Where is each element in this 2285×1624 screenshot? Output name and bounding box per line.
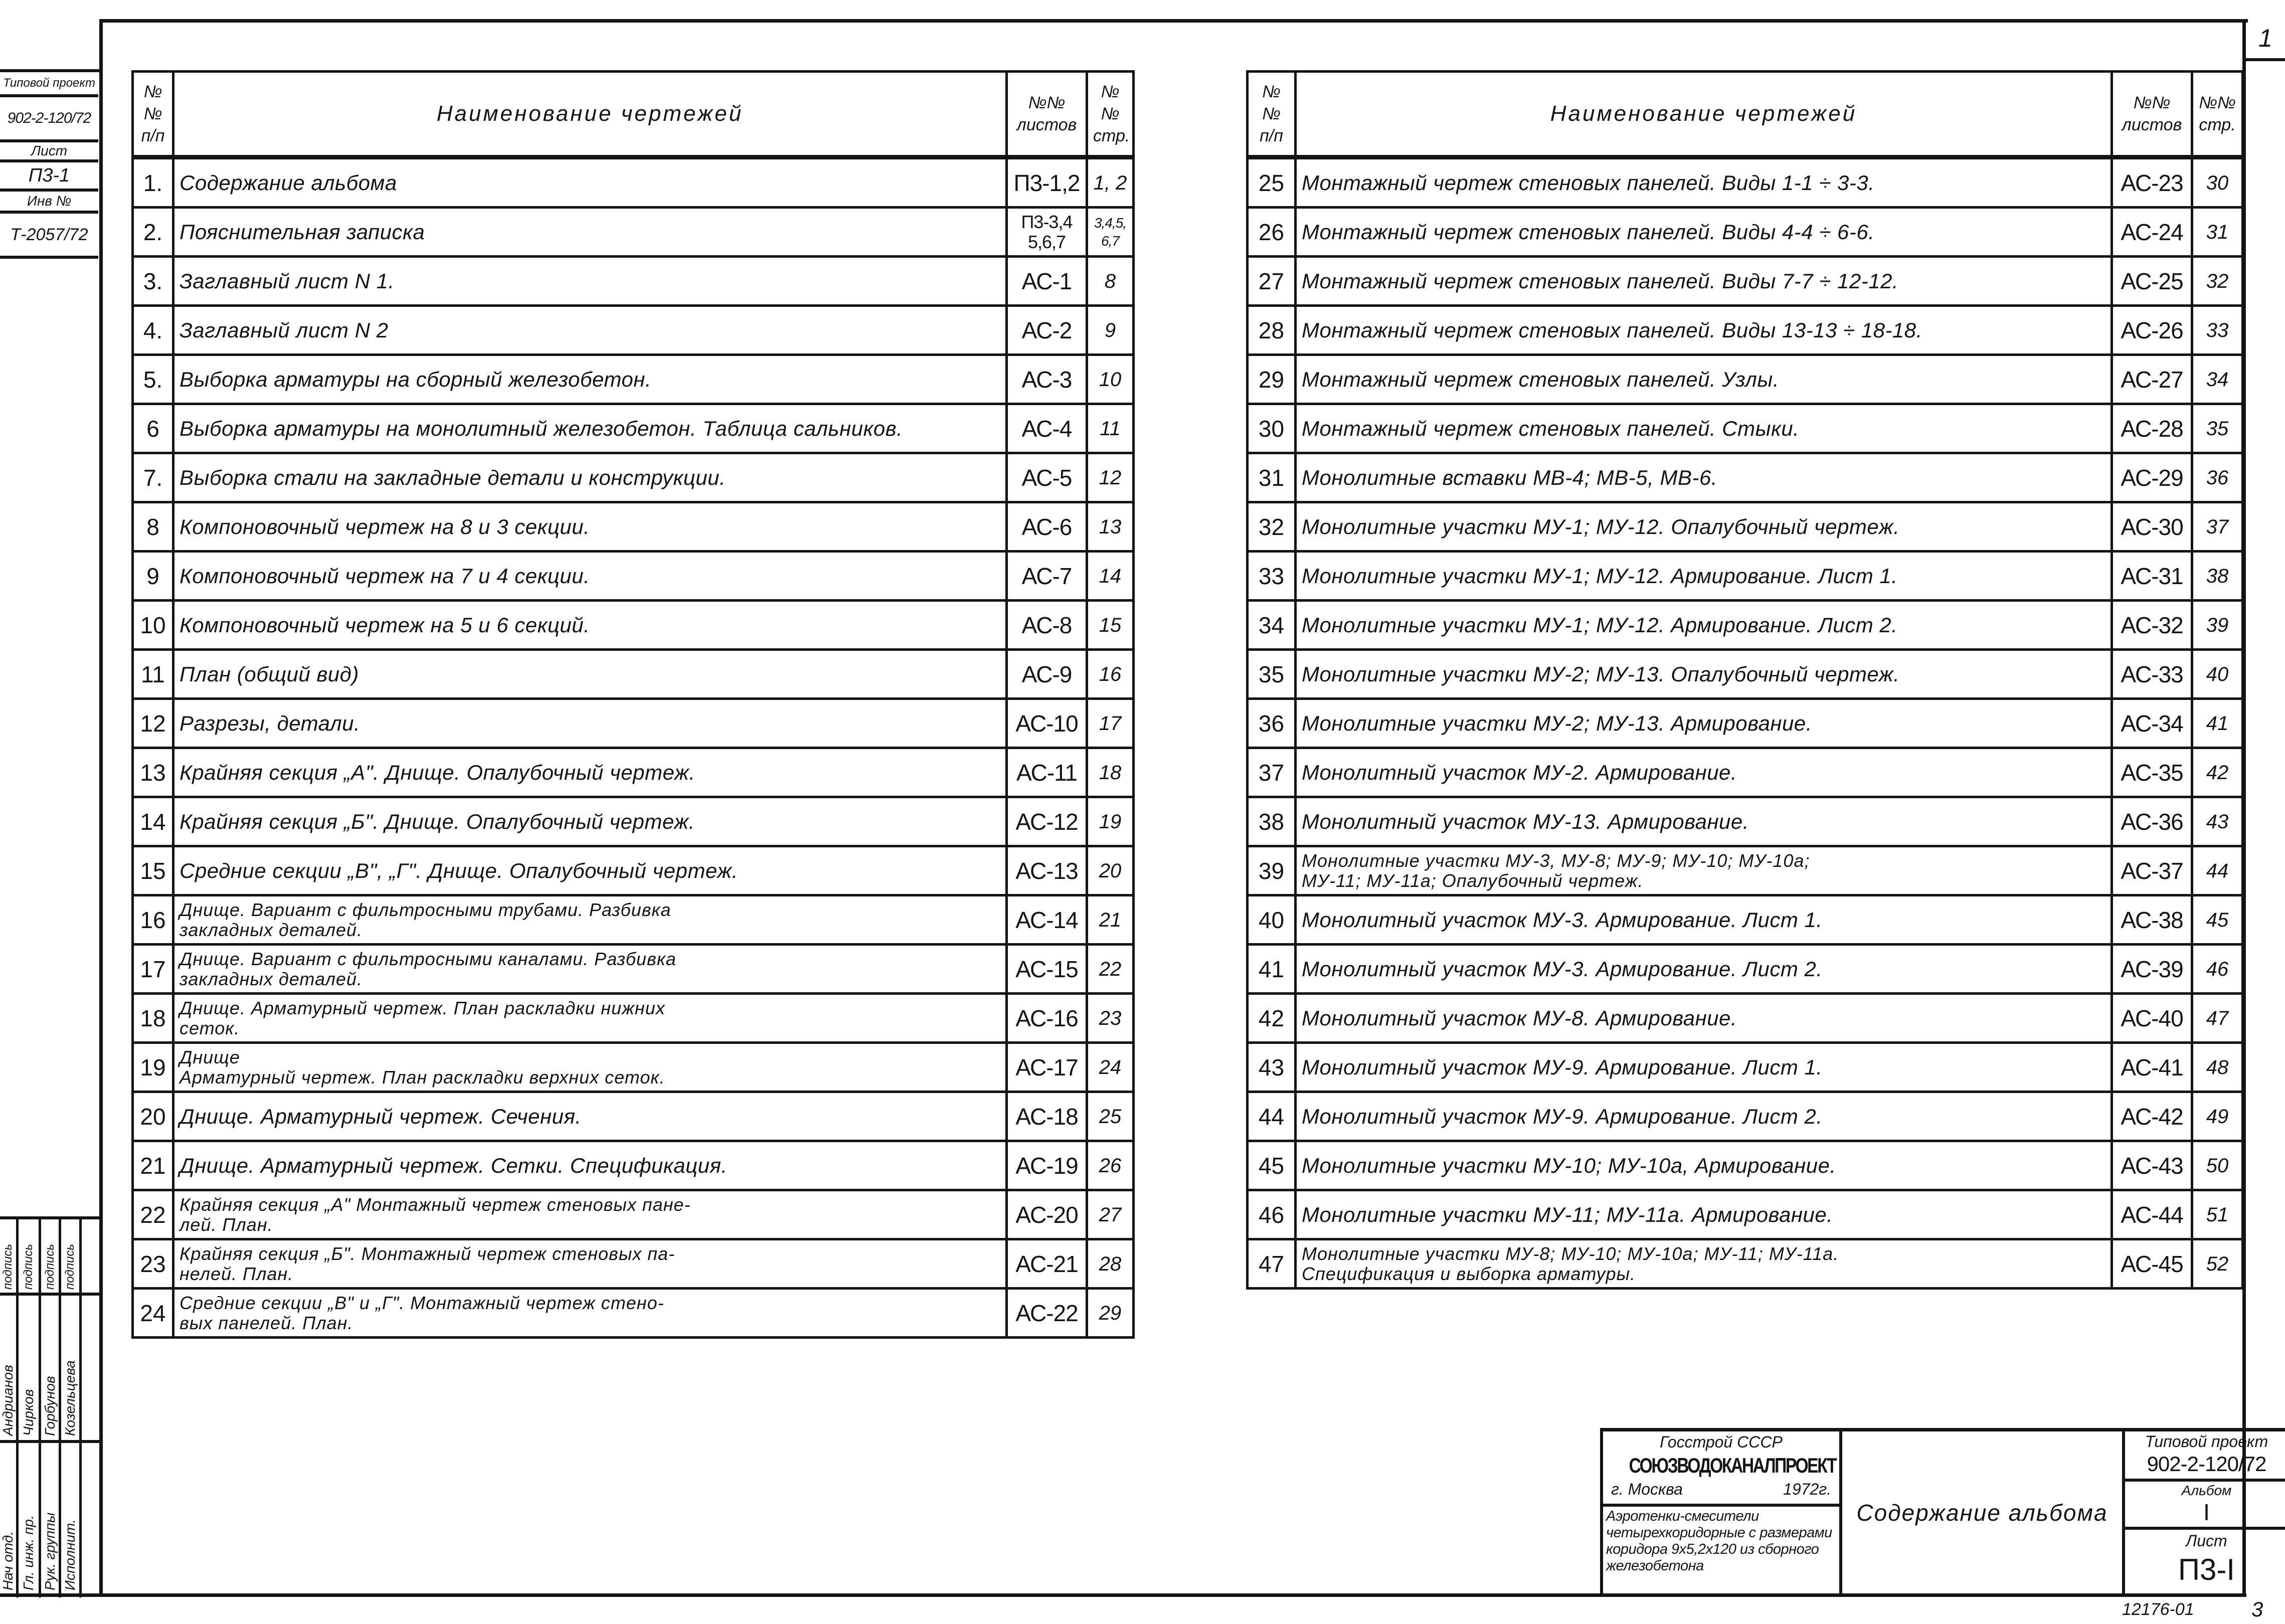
page-number-cell: 14 bbox=[1087, 552, 1134, 601]
table-row bbox=[133, 748, 1134, 797]
org-name: СОЮЗВОДОКАНАЛПРОЕКТ bbox=[1629, 1454, 1836, 1477]
row-number: 34 bbox=[1248, 601, 1296, 650]
sheet-number: АС-33 bbox=[2112, 650, 2192, 699]
row-number: 2. bbox=[133, 208, 173, 257]
page-number-cell: 29 bbox=[1087, 1289, 1134, 1338]
row-number: 18 bbox=[133, 994, 173, 1043]
table-row bbox=[1248, 502, 2243, 552]
drawing-name: Монолитные участки МУ-1; МУ-12. Армирование. Лист 2. bbox=[1296, 601, 2112, 650]
page-number-cell: 50 bbox=[2192, 1141, 2243, 1190]
sheet-number: АС-7 bbox=[1007, 552, 1087, 601]
drawing-name: Днище. Арматурный чертеж. Сечения. bbox=[173, 1092, 1007, 1141]
table-row bbox=[133, 157, 1134, 208]
drawing-name: План (общий вид) bbox=[173, 650, 1007, 699]
album-label: Альбом bbox=[2181, 1483, 2232, 1498]
stamp-project-label: Типовой проект bbox=[0, 72, 98, 97]
table-row bbox=[1248, 306, 2243, 355]
page-number-cell: 45 bbox=[2192, 895, 2243, 945]
row-number: 38 bbox=[1248, 797, 1296, 846]
row-number: 23 bbox=[133, 1239, 173, 1289]
drawing-name: Монолитные вставки МВ-4; МВ-5, МВ-6. bbox=[1296, 453, 2112, 502]
header-name: Наименование чертежей bbox=[173, 72, 1007, 157]
signer-role: Гл. инж. пр. bbox=[21, 1515, 36, 1590]
sheet-number: АС-22 bbox=[1007, 1289, 1087, 1338]
row-number: 5. bbox=[133, 355, 173, 404]
table-row bbox=[1248, 404, 2243, 453]
drawing-name: Разрезы, детали. bbox=[173, 699, 1007, 748]
table-row bbox=[133, 650, 1134, 699]
drawing-name: Монтажный чертеж стеновых панелей. Стыки. bbox=[1296, 404, 2112, 453]
drawing-name: Крайняя секция „Б". Монтажный чертеж стеновых па- нелей. План. bbox=[173, 1239, 1007, 1289]
sheet-title: Содержание альбома bbox=[1842, 1431, 2125, 1594]
sheet-number: АС-2 bbox=[1007, 306, 1087, 355]
sheet-number: АС-31 bbox=[2112, 552, 2192, 601]
page-number-cell: 38 bbox=[2192, 552, 2243, 601]
header-num: №№ п/п bbox=[1248, 72, 1296, 157]
page-number-cell: 35 bbox=[2192, 404, 2243, 453]
row-number: 43 bbox=[1248, 1043, 1296, 1092]
page-number-cell: 33 bbox=[2192, 306, 2243, 355]
drawing-name: Монолитный участок МУ-3. Армирование. Лист 1. bbox=[1296, 895, 2112, 945]
signature-divider bbox=[79, 1219, 82, 1597]
sheet-number: АС-45 bbox=[2112, 1239, 2192, 1289]
table-row bbox=[133, 846, 1134, 895]
stamp-project-number: 902-2-120/72 bbox=[0, 97, 98, 142]
row-number: 11 bbox=[133, 650, 173, 699]
row-number: 30 bbox=[1248, 404, 1296, 453]
sheet-number: АС-1 bbox=[1007, 257, 1087, 306]
sheet-label: Лист bbox=[2186, 1532, 2227, 1550]
row-number: 31 bbox=[1248, 453, 1296, 502]
table-row bbox=[133, 1239, 1134, 1289]
row-number: 24 bbox=[133, 1289, 173, 1338]
row-number: 9 bbox=[133, 552, 173, 601]
table-row bbox=[133, 797, 1134, 846]
drawing-name: Средние секции „В" и „Г". Монтажный чертеж стено- вых панелей. План. bbox=[173, 1289, 1007, 1338]
contents-table-left bbox=[131, 70, 1135, 1339]
drawing-name: Монолитные участки МУ-1; МУ-12. Армирование. Лист 1. bbox=[1296, 552, 2112, 601]
row-number: 19 bbox=[133, 1043, 173, 1092]
header-pages: №№ стр. bbox=[2192, 72, 2243, 157]
page-number-cell: 39 bbox=[2192, 601, 2243, 650]
sheet-number: АС-35 bbox=[2112, 748, 2192, 797]
page-number-cell: 49 bbox=[2192, 1092, 2243, 1141]
drawing-name: Днище. Арматурный чертеж. Сетки. Спецификация. bbox=[173, 1141, 1007, 1190]
row-number: 32 bbox=[1248, 502, 1296, 552]
table-row bbox=[133, 1190, 1134, 1239]
frame-top-line bbox=[102, 19, 2248, 23]
title-block-album bbox=[2125, 1482, 2285, 1530]
row-number: 1. bbox=[133, 157, 173, 208]
stamp-sheet-label: Лист bbox=[0, 142, 98, 162]
stamp-inv-label: Инв № bbox=[0, 192, 98, 214]
object-description: Аэротенки-смесители четырехкоридорные с размерами коридора 9х5,2х120 из сборного железобетона bbox=[1603, 1507, 1842, 1594]
page-number-cell: 46 bbox=[2192, 945, 2243, 994]
drawing-name: Монтажный чертеж стеновых панелей. Виды 13-13 ÷ 18-18. bbox=[1296, 306, 2112, 355]
page-number-cell: 42 bbox=[2192, 748, 2243, 797]
sheet-corner-number-box bbox=[2246, 19, 2285, 61]
table-row bbox=[133, 355, 1134, 404]
page-number-cell: 30 bbox=[2192, 157, 2243, 208]
sheet-number: АС-3 bbox=[1007, 355, 1087, 404]
row-number: 22 bbox=[133, 1190, 173, 1239]
page-number-cell: 43 bbox=[2192, 797, 2243, 846]
page-number-cell: 16 bbox=[1087, 650, 1134, 699]
sheet-number: АС-42 bbox=[2112, 1092, 2192, 1141]
row-number: 46 bbox=[1248, 1190, 1296, 1239]
sheet-value: П3-I bbox=[2178, 1553, 2235, 1586]
page-number-cell: 47 bbox=[2192, 994, 2243, 1043]
title-block-org bbox=[1603, 1431, 1842, 1507]
table-row bbox=[1248, 895, 2243, 945]
page-number-cell: 17 bbox=[1087, 699, 1134, 748]
row-number: 41 bbox=[1248, 945, 1296, 994]
page-number-cell: 22 bbox=[1087, 945, 1134, 994]
drawing-name: Монолитные участки МУ-1; МУ-12. Опалубочный чертеж. bbox=[1296, 502, 2112, 552]
sheet-number: АС-25 bbox=[2112, 257, 2192, 306]
row-number: 39 bbox=[1248, 846, 1296, 895]
row-number: 15 bbox=[133, 846, 173, 895]
sheet-number: АС-27 bbox=[2112, 355, 2192, 404]
drawing-name: Монтажный чертеж стеновых панелей. Виды 7-7 ÷ 12-12. bbox=[1296, 257, 2112, 306]
sheet-number: АС-36 bbox=[2112, 797, 2192, 846]
sheet-number: АС-9 bbox=[1007, 650, 1087, 699]
table-row bbox=[1248, 355, 2243, 404]
table-row bbox=[1248, 208, 2243, 257]
row-number: 12 bbox=[133, 699, 173, 748]
sheet-number: АС-28 bbox=[2112, 404, 2192, 453]
row-number: 35 bbox=[1248, 650, 1296, 699]
drawing-name: Монолитный участок МУ-9. Армирование. Лист 2. bbox=[1296, 1092, 2112, 1141]
title-block-sheet bbox=[2125, 1530, 2285, 1594]
table-row bbox=[1248, 257, 2243, 306]
drawing-name: Монтажный чертеж стеновых панелей. Узлы. bbox=[1296, 355, 2112, 404]
album-value: I bbox=[2203, 1499, 2210, 1525]
page-number-cell: 1, 2 bbox=[1087, 157, 1134, 208]
sheet-number: АС-29 bbox=[2112, 453, 2192, 502]
page-number-cell: 20 bbox=[1087, 846, 1134, 895]
signer-role: Нач отд. bbox=[0, 1531, 16, 1590]
sheet-number: П3-1,2 bbox=[1007, 157, 1087, 208]
frame-left-line bbox=[99, 19, 103, 1596]
table-row bbox=[133, 945, 1134, 994]
row-number: 37 bbox=[1248, 748, 1296, 797]
row-number: 29 bbox=[1248, 355, 1296, 404]
table-row bbox=[1248, 797, 2243, 846]
sheet-number: АС-30 bbox=[2112, 502, 2192, 552]
project-number: 902-2-120/72 bbox=[2147, 1452, 2266, 1476]
table-header-row bbox=[1248, 72, 2243, 157]
signature-scribble: подпись bbox=[63, 1244, 77, 1290]
drawing-name: Днище. Вариант с фильтросными каналами. Разбивка закладных деталей. bbox=[173, 945, 1007, 994]
page-number-cell: 34 bbox=[2192, 355, 2243, 404]
row-number: 3. bbox=[133, 257, 173, 306]
title-block bbox=[1600, 1428, 2285, 1594]
signer-name: Андрианов bbox=[0, 1365, 16, 1436]
sheet-number: АС-32 bbox=[2112, 601, 2192, 650]
sheet-number: АС-40 bbox=[2112, 994, 2192, 1043]
page-number-cell: 37 bbox=[2192, 502, 2243, 552]
drawing-name: Монолитные участки МУ-3, МУ-8; МУ-9; МУ-10; МУ-10а; МУ-11; МУ-11а; Опалубочный чертеж. bbox=[1296, 846, 2112, 895]
page-number: 3 bbox=[2251, 1597, 2263, 1621]
row-number: 42 bbox=[1248, 994, 1296, 1043]
drawing-name: Монолитные участки МУ-11; МУ-11а. Армирование. bbox=[1296, 1190, 2112, 1239]
table-row bbox=[1248, 1239, 2243, 1289]
drawing-name: Монолитный участок МУ-8. Армирование. bbox=[1296, 994, 2112, 1043]
drawing-name: Монтажный чертеж стеновых панелей. Виды 4-4 ÷ 6-6. bbox=[1296, 208, 2112, 257]
page-number-cell: 19 bbox=[1087, 797, 1134, 846]
sheet-number: АС-11 bbox=[1007, 748, 1087, 797]
sheet-number: АС-24 bbox=[2112, 208, 2192, 257]
org-ministry: Госстрой СССР bbox=[1660, 1433, 1783, 1451]
table-row bbox=[1248, 945, 2243, 994]
signer-role: Рук. группы bbox=[42, 1512, 58, 1590]
drawing-name: Монолитные участки МУ-2; МУ-13. Армирование. bbox=[1296, 699, 2112, 748]
sheet-number: АС-14 bbox=[1007, 895, 1087, 945]
sheet-number: АС-38 bbox=[2112, 895, 2192, 945]
page-number-cell: 52 bbox=[2192, 1239, 2243, 1289]
signature-scribble: подпись bbox=[1, 1244, 15, 1290]
sheet-number: АС-19 bbox=[1007, 1141, 1087, 1190]
row-number: 47 bbox=[1248, 1239, 1296, 1289]
drawing-name: Днище. Арматурный чертеж. План раскладки нижних сеток. bbox=[173, 994, 1007, 1043]
signature-divider bbox=[0, 1293, 99, 1296]
row-number: 13 bbox=[133, 748, 173, 797]
sheet-number: АС-10 bbox=[1007, 699, 1087, 748]
table-header-row bbox=[133, 72, 1134, 157]
signer-name: Горбунов bbox=[42, 1376, 58, 1436]
row-number: 27 bbox=[1248, 257, 1296, 306]
sheet-number: АС-13 bbox=[1007, 846, 1087, 895]
drawing-name: Монтажный чертеж стеновых панелей. Виды 1-1 ÷ 3-3. bbox=[1296, 157, 2112, 208]
page-number-cell: 3,4,5, 6,7 bbox=[1087, 208, 1134, 257]
table-row bbox=[133, 453, 1134, 502]
sheet-number: АС-6 bbox=[1007, 502, 1087, 552]
header-sheets: №№ листов bbox=[2112, 72, 2192, 157]
drawing-name: Монолитные участки МУ-10; МУ-10а, Армирование. bbox=[1296, 1141, 2112, 1190]
sheet-number: АС-17 bbox=[1007, 1043, 1087, 1092]
table-row bbox=[133, 404, 1134, 453]
header-pages: №№ стр. bbox=[1087, 72, 1134, 157]
drawing-name: Компоновочный чертеж на 5 и 6 секций. bbox=[173, 601, 1007, 650]
page-number-cell: 40 bbox=[2192, 650, 2243, 699]
table-row bbox=[133, 306, 1134, 355]
table-row bbox=[133, 699, 1134, 748]
row-number: 28 bbox=[1248, 306, 1296, 355]
drawing-name: Днище Арматурный чертеж. План раскладки верхних сеток. bbox=[173, 1043, 1007, 1092]
page-number-cell: 48 bbox=[2192, 1043, 2243, 1092]
signature-block bbox=[0, 1216, 99, 1594]
page-number-cell: 26 bbox=[1087, 1141, 1134, 1190]
page-number-cell: 31 bbox=[2192, 208, 2243, 257]
table-row bbox=[133, 502, 1134, 552]
signer-role: Исполнит. bbox=[62, 1519, 78, 1590]
drawing-name: Днище. Вариант с фильтросными трубами. Разбивка закладных деталей. bbox=[173, 895, 1007, 945]
row-number: 40 bbox=[1248, 895, 1296, 945]
row-number: 10 bbox=[133, 601, 173, 650]
row-number: 21 bbox=[133, 1141, 173, 1190]
stamp-sheet-value: П3-1 bbox=[0, 162, 98, 192]
contents-table-right bbox=[1246, 70, 2244, 1290]
row-number: 33 bbox=[1248, 552, 1296, 601]
drawing-name: Заглавный лист N 2 bbox=[173, 306, 1007, 355]
drawing-name: Выборка стали на закладные детали и конструкции. bbox=[173, 453, 1007, 502]
drawing-name: Крайняя секция „Б". Днище. Опалубочный чертеж. bbox=[173, 797, 1007, 846]
sheet-number: АС-16 bbox=[1007, 994, 1087, 1043]
sheet-number: АС-37 bbox=[2112, 846, 2192, 895]
row-number: 4. bbox=[133, 306, 173, 355]
table-row bbox=[133, 601, 1134, 650]
header-num: №№ п/п bbox=[133, 72, 173, 157]
page-number-cell: 24 bbox=[1087, 1043, 1134, 1092]
table-row bbox=[1248, 846, 2243, 895]
drawing-name: Крайняя секция „А" Монтажный чертеж стеновых пане- лей. План. bbox=[173, 1190, 1007, 1239]
table-row bbox=[1248, 453, 2243, 502]
row-number: 25 bbox=[1248, 157, 1296, 208]
page-number-cell: 27 bbox=[1087, 1190, 1134, 1239]
drawing-name: Компоновочный чертеж на 7 и 4 секции. bbox=[173, 552, 1007, 601]
sheet-number: АС-12 bbox=[1007, 797, 1087, 846]
table-row bbox=[133, 1141, 1134, 1190]
page-number-cell: 51 bbox=[2192, 1190, 2243, 1239]
page-number-cell: 13 bbox=[1087, 502, 1134, 552]
org-year: 1972г. bbox=[1783, 1480, 1831, 1498]
row-number: 6 bbox=[133, 404, 173, 453]
table-row bbox=[133, 552, 1134, 601]
page-number-cell: 25 bbox=[1087, 1092, 1134, 1141]
row-number: 7. bbox=[133, 453, 173, 502]
table-row bbox=[1248, 650, 2243, 699]
project-label: Типовой проект bbox=[2145, 1432, 2268, 1451]
table-row bbox=[133, 1092, 1134, 1141]
sheet-number: АС-20 bbox=[1007, 1190, 1087, 1239]
table-row bbox=[1248, 699, 2243, 748]
sheet-number: АС-43 bbox=[2112, 1141, 2192, 1190]
table-row bbox=[1248, 1190, 2243, 1239]
table-row bbox=[1248, 994, 2243, 1043]
archive-number: 12176-01 bbox=[2122, 1600, 2194, 1619]
page-number-cell: 11 bbox=[1087, 404, 1134, 453]
page-number-cell: 18 bbox=[1087, 748, 1134, 797]
table-row bbox=[1248, 601, 2243, 650]
signature-divider bbox=[0, 1440, 99, 1443]
page-number-cell: 9 bbox=[1087, 306, 1134, 355]
page-number-cell: 23 bbox=[1087, 994, 1134, 1043]
sheet-number: АС-39 bbox=[2112, 945, 2192, 994]
row-number: 14 bbox=[133, 797, 173, 846]
row-number: 17 bbox=[133, 945, 173, 994]
page-number-cell: 32 bbox=[2192, 257, 2243, 306]
sheet-number: АС-18 bbox=[1007, 1092, 1087, 1141]
drawing-name: Компоновочный чертеж на 8 и 3 секции. bbox=[173, 502, 1007, 552]
drawing-name: Выборка арматуры на сборный железобетон. bbox=[173, 355, 1007, 404]
sheet-number: АС-41 bbox=[2112, 1043, 2192, 1092]
table-row bbox=[133, 1289, 1134, 1338]
page-number-cell: 15 bbox=[1087, 601, 1134, 650]
drawing-name: Монолитный участок МУ-9. Армирование. Лист 1. bbox=[1296, 1043, 2112, 1092]
table-row bbox=[133, 895, 1134, 945]
title-block-project bbox=[2125, 1431, 2285, 1482]
row-number: 16 bbox=[133, 895, 173, 945]
page-number-cell: 21 bbox=[1087, 895, 1134, 945]
sheet-number: АС-21 bbox=[1007, 1239, 1087, 1289]
page-number-cell: 8 bbox=[1087, 257, 1134, 306]
signer-name: Чирков bbox=[21, 1389, 36, 1436]
header-name: Наименование чертежей bbox=[1296, 72, 2112, 157]
signer-name: Козельцева bbox=[62, 1360, 78, 1436]
table-row bbox=[1248, 1141, 2243, 1190]
row-number: 45 bbox=[1248, 1141, 1296, 1190]
drawing-name: Монолитный участок МУ-2. Армирование. bbox=[1296, 748, 2112, 797]
table-row bbox=[1248, 1043, 2243, 1092]
table-row bbox=[1248, 157, 2243, 208]
sheet-number: АС-34 bbox=[2112, 699, 2192, 748]
drawing-name: Пояснительная записка bbox=[173, 208, 1007, 257]
page-number-cell: 41 bbox=[2192, 699, 2243, 748]
sheet-corner-number: 1 bbox=[2258, 24, 2272, 52]
drawing-name: Заглавный лист N 1. bbox=[173, 257, 1007, 306]
signature-scribble: подпись bbox=[43, 1244, 57, 1290]
sheet-number: АС-44 bbox=[2112, 1190, 2192, 1239]
table-row bbox=[133, 1043, 1134, 1092]
page-number-cell: 36 bbox=[2192, 453, 2243, 502]
row-number: 26 bbox=[1248, 208, 1296, 257]
sheet-number: АС-5 bbox=[1007, 453, 1087, 502]
drawing-name: Средние секции „В", „Г". Днище. Опалубочный чертеж. bbox=[173, 846, 1007, 895]
drawing-name: Монолитный участок МУ-13. Армирование. bbox=[1296, 797, 2112, 846]
table-row bbox=[133, 208, 1134, 257]
page-number-cell: 12 bbox=[1087, 453, 1134, 502]
drawing-name: Монолитные участки МУ-2; МУ-13. Опалубочный чертеж. bbox=[1296, 650, 2112, 699]
table-row bbox=[1248, 1092, 2243, 1141]
drawing-name: Монолитные участки МУ-8; МУ-10; МУ-10а; МУ-11; МУ-11а. Спецификация и выборка арматуры. bbox=[1296, 1239, 2112, 1289]
drawing-name: Крайняя секция „А". Днище. Опалубочный чертеж. bbox=[173, 748, 1007, 797]
drawing-name: Монолитный участок МУ-3. Армирование. Лист 2. bbox=[1296, 945, 2112, 994]
row-number: 20 bbox=[133, 1092, 173, 1141]
row-number: 8 bbox=[133, 502, 173, 552]
header-sheets: №№ листов bbox=[1007, 72, 1087, 157]
table-row bbox=[1248, 552, 2243, 601]
page-number-cell: 44 bbox=[2192, 846, 2243, 895]
page-number-cell: 28 bbox=[1087, 1239, 1134, 1289]
sheet-number: П3-3,4 5,6,7 bbox=[1007, 208, 1087, 257]
table-row bbox=[133, 994, 1134, 1043]
row-number: 36 bbox=[1248, 699, 1296, 748]
stamp-inv-value: Т-2057/72 bbox=[0, 214, 98, 259]
sheet-number: АС-26 bbox=[2112, 306, 2192, 355]
table-row bbox=[133, 257, 1134, 306]
sheet-number: АС-8 bbox=[1007, 601, 1087, 650]
drawing-name: Выборка арматуры на монолитный железобетон. Таблица сальников. bbox=[173, 404, 1007, 453]
sheet-number: АС-4 bbox=[1007, 404, 1087, 453]
page-number-cell: 10 bbox=[1087, 355, 1134, 404]
org-city: г. Москва bbox=[1611, 1480, 1683, 1498]
table-row bbox=[1248, 748, 2243, 797]
sheet-number: АС-15 bbox=[1007, 945, 1087, 994]
drawing-name: Содержание альбома bbox=[173, 157, 1007, 208]
signature-scribble: подпись bbox=[22, 1244, 35, 1290]
row-number: 44 bbox=[1248, 1092, 1296, 1141]
sheet-number: АС-23 bbox=[2112, 157, 2192, 208]
